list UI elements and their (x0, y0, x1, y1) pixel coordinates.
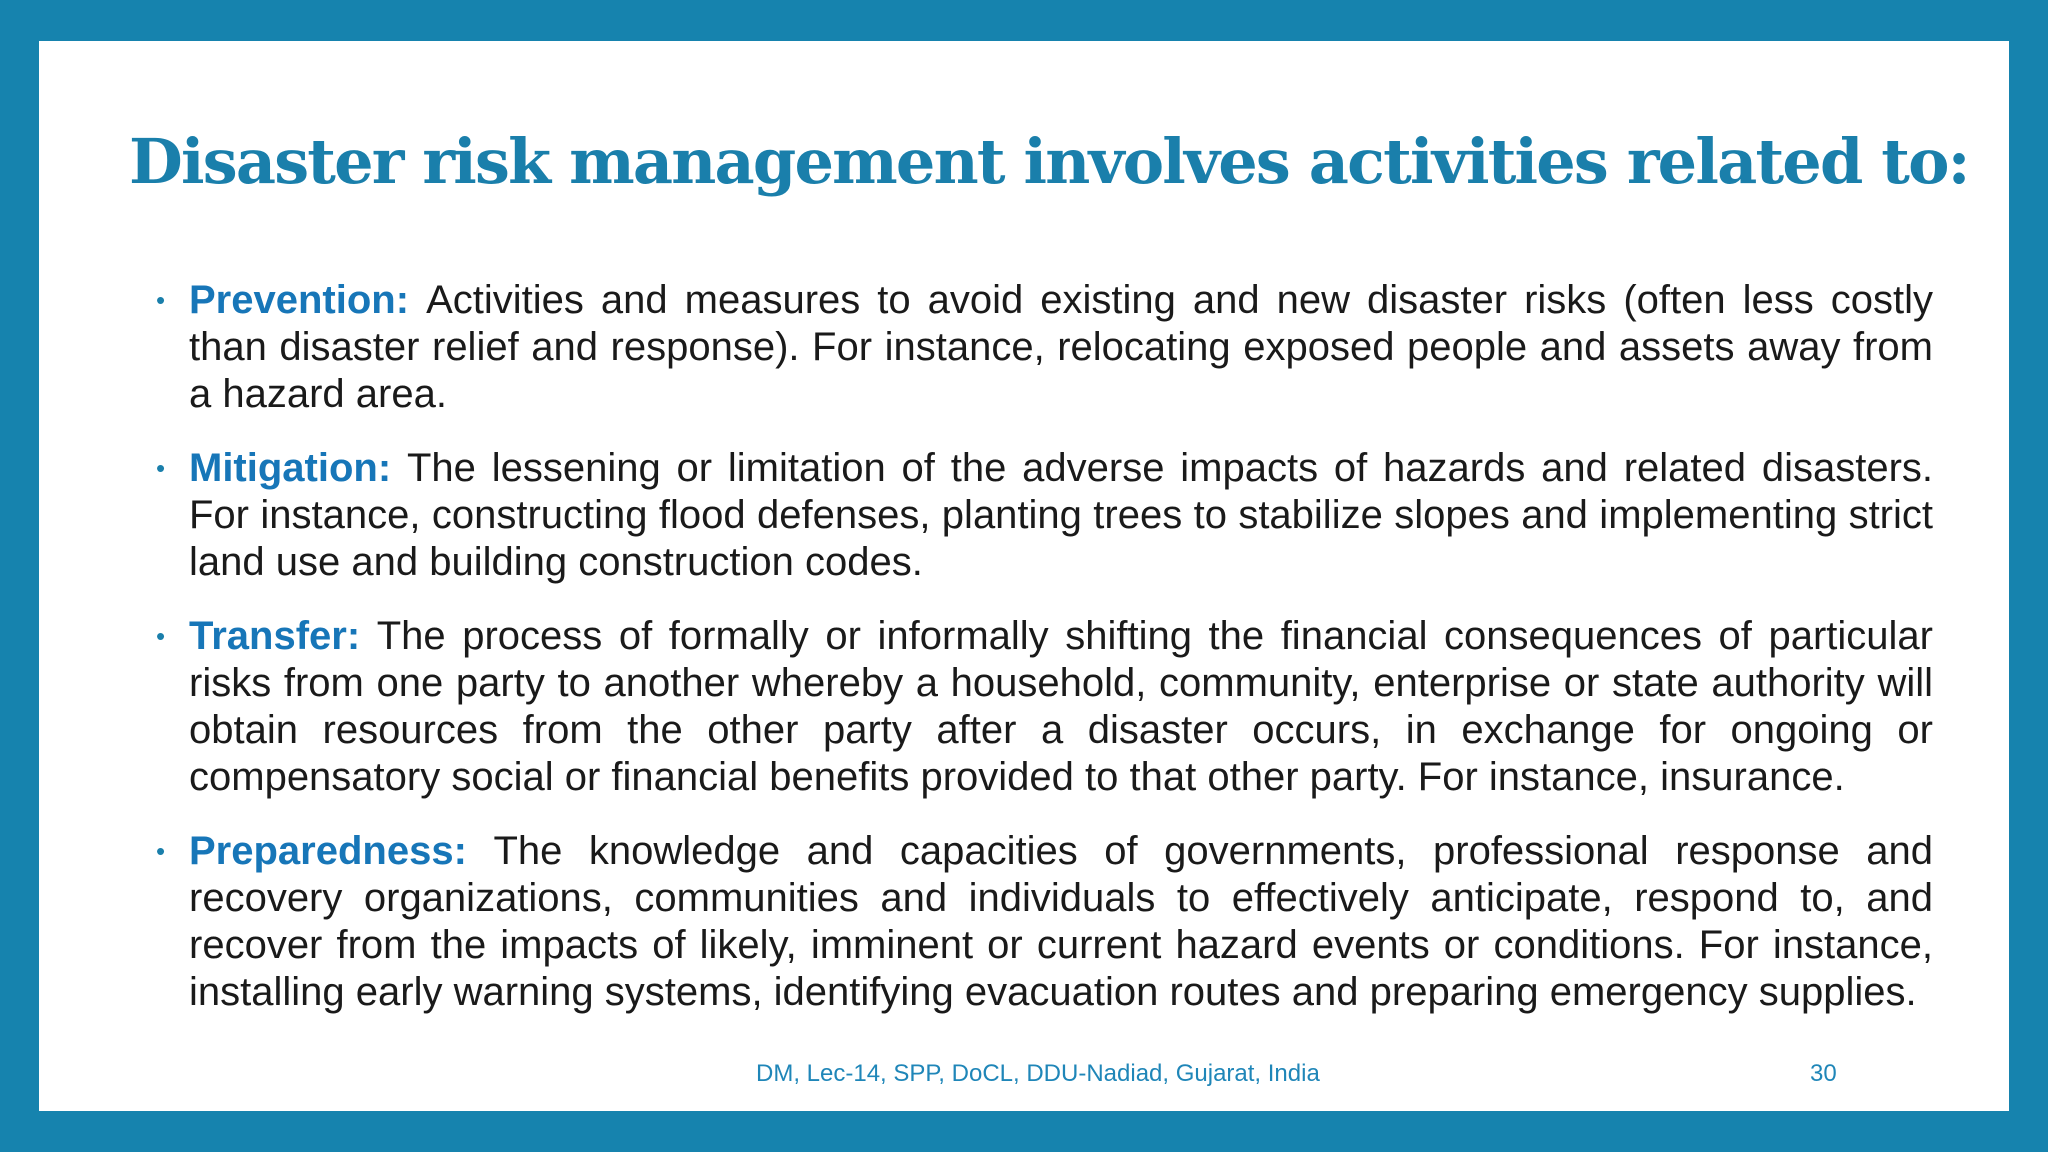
page-number: 30 (1810, 1060, 1837, 1087)
slide-footer: DM, Lec-14, SPP, DoCL, DDU-Nadiad, Gujarat, India (756, 1060, 1320, 1087)
slide (39, 41, 2009, 1111)
bullet-term: Preparedness: (189, 829, 494, 873)
bullet-preparedness (156, 828, 1933, 1016)
bullet-text: Activities and measures to avoid existing and new disaster risks (often less costly than disaster relief and response). For instance, relocating exposed people and assets away from a hazard area. (189, 278, 1933, 416)
bullet-dot-icon: • (156, 285, 166, 315)
bullet-mitigation (156, 445, 1933, 586)
bullet-text: The lessening or limitation of the adverse impacts of hazards and related disasters. For instance, constructing flood defenses, planting trees to stabilize slopes and implementing strict land use and building construction codes. (189, 446, 1933, 584)
bullet-term: Mitigation: (189, 446, 407, 490)
bullet-dot-icon: • (156, 453, 166, 483)
bullet-prevention (156, 277, 1933, 418)
bullet-term: Prevention: (189, 278, 427, 322)
bullet-list (156, 277, 1933, 1043)
bullet-dot-icon: • (156, 836, 166, 866)
bullet-term: Transfer: (189, 614, 377, 658)
bullet-transfer (156, 613, 1933, 801)
bullet-text: The process of formally or informally shifting the financial consequences of particular risks from one party to another whereby a household, community, enterprise or state authority will obtain resources from the other party after a disaster occurs, in exchange for ongoing or compensatory social or financial benefits provided to that other party. For instance, insurance. (189, 614, 1933, 799)
bullet-dot-icon: • (156, 621, 166, 651)
bullet-text: The knowledge and capacities of governments, professional response and recovery organizations, communities and individuals to effectively anticipate, respond to, and recover from the impacts of likely, imminent or current hazard events or conditions. For instance, installing early warning systems, identifying evacuation routes and preparing emergency supplies. (189, 829, 1933, 1014)
slide-title: Disaster risk management involves activities related to: (129, 125, 1969, 198)
